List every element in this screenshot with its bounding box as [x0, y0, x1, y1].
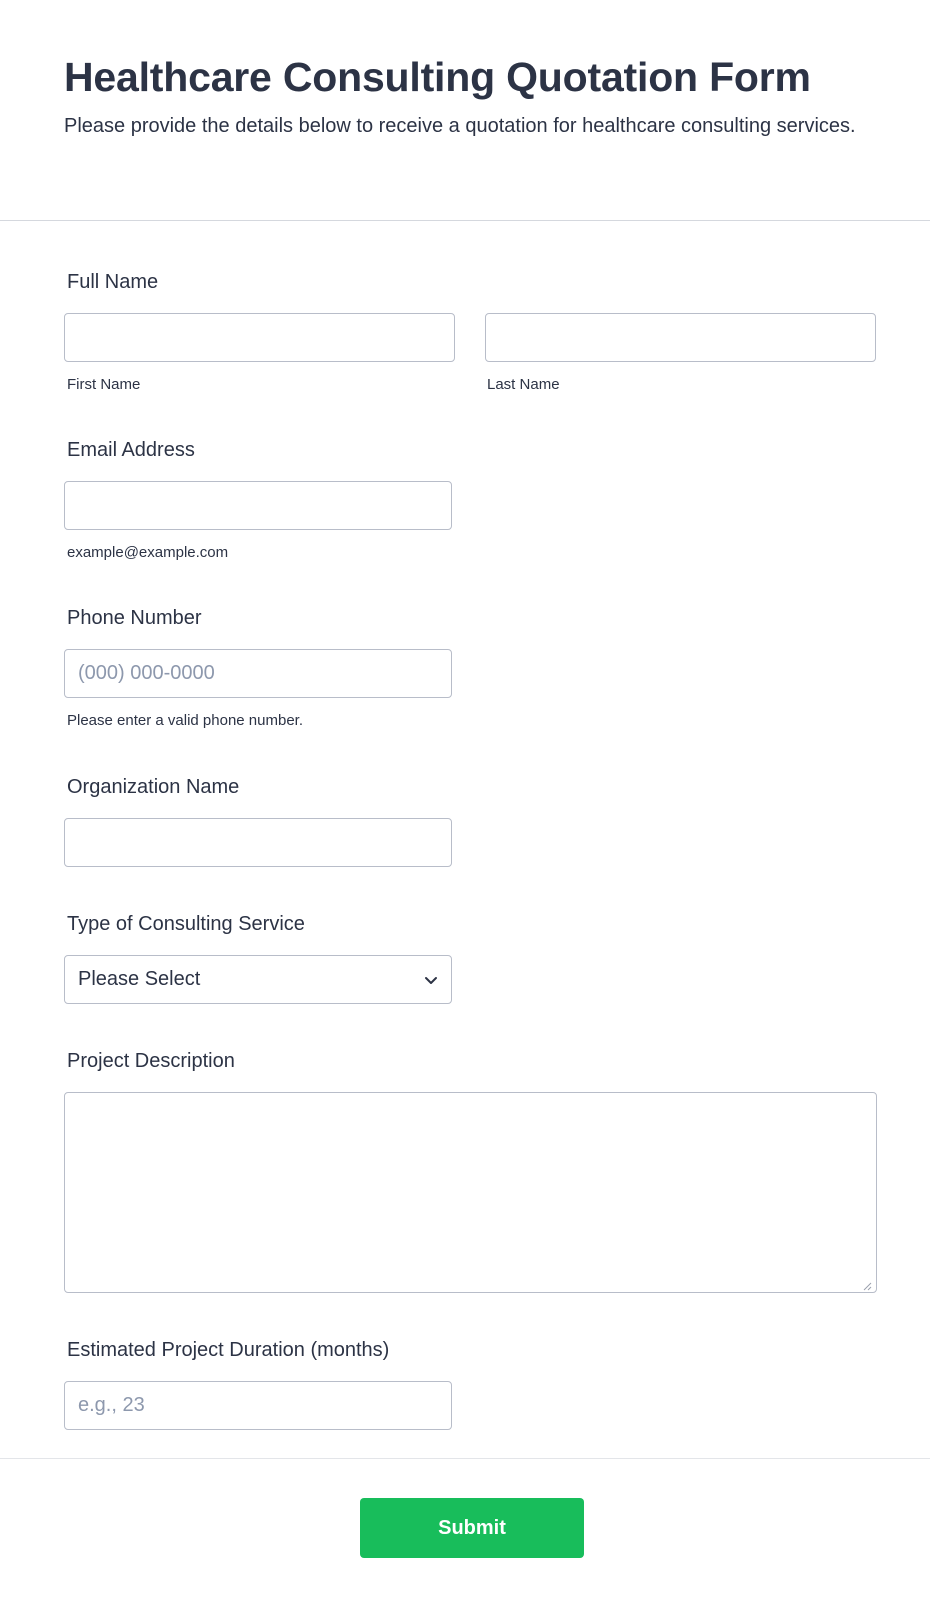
form-title: Healthcare Consulting Quotation Form	[64, 54, 811, 100]
project-description-textarea[interactable]	[64, 1092, 877, 1293]
email-sublabel: example@example.com	[67, 544, 229, 561]
resize-handle-icon[interactable]	[862, 1278, 872, 1288]
form-header	[64, 52, 864, 142]
service-type-label: Type of Consulting Service	[67, 913, 305, 935]
duration-label: Estimated Project Duration (months)	[67, 1339, 390, 1361]
phone-input[interactable]	[64, 649, 452, 698]
email-label: Email Address	[67, 439, 195, 461]
duration-input[interactable]	[64, 1381, 452, 1430]
last-name-sublabel: Last Name	[487, 376, 560, 393]
form-subtitle: Please provide the details below to receive a quotation for healthcare consulting services.	[64, 115, 856, 137]
first-name-sublabel: First Name	[67, 376, 141, 393]
submit-button[interactable]: Submit	[360, 1498, 584, 1558]
phone-sublabel: Please enter a valid phone number.	[67, 712, 303, 729]
organization-input[interactable]	[64, 818, 452, 867]
organization-label: Organization Name	[67, 776, 240, 798]
service-type-select[interactable]	[64, 955, 452, 1004]
footer-divider	[0, 1458, 930, 1459]
full-name-label: Full Name	[67, 271, 159, 293]
email-input[interactable]	[64, 481, 452, 530]
project-description-label: Project Description	[67, 1050, 235, 1072]
last-name-input[interactable]	[485, 313, 876, 362]
service-type-selected: Please Select	[78, 968, 201, 990]
phone-label: Phone Number	[67, 607, 202, 629]
first-name-input[interactable]	[64, 313, 455, 362]
chevron-down-icon	[424, 975, 438, 985]
header-divider	[0, 220, 930, 221]
